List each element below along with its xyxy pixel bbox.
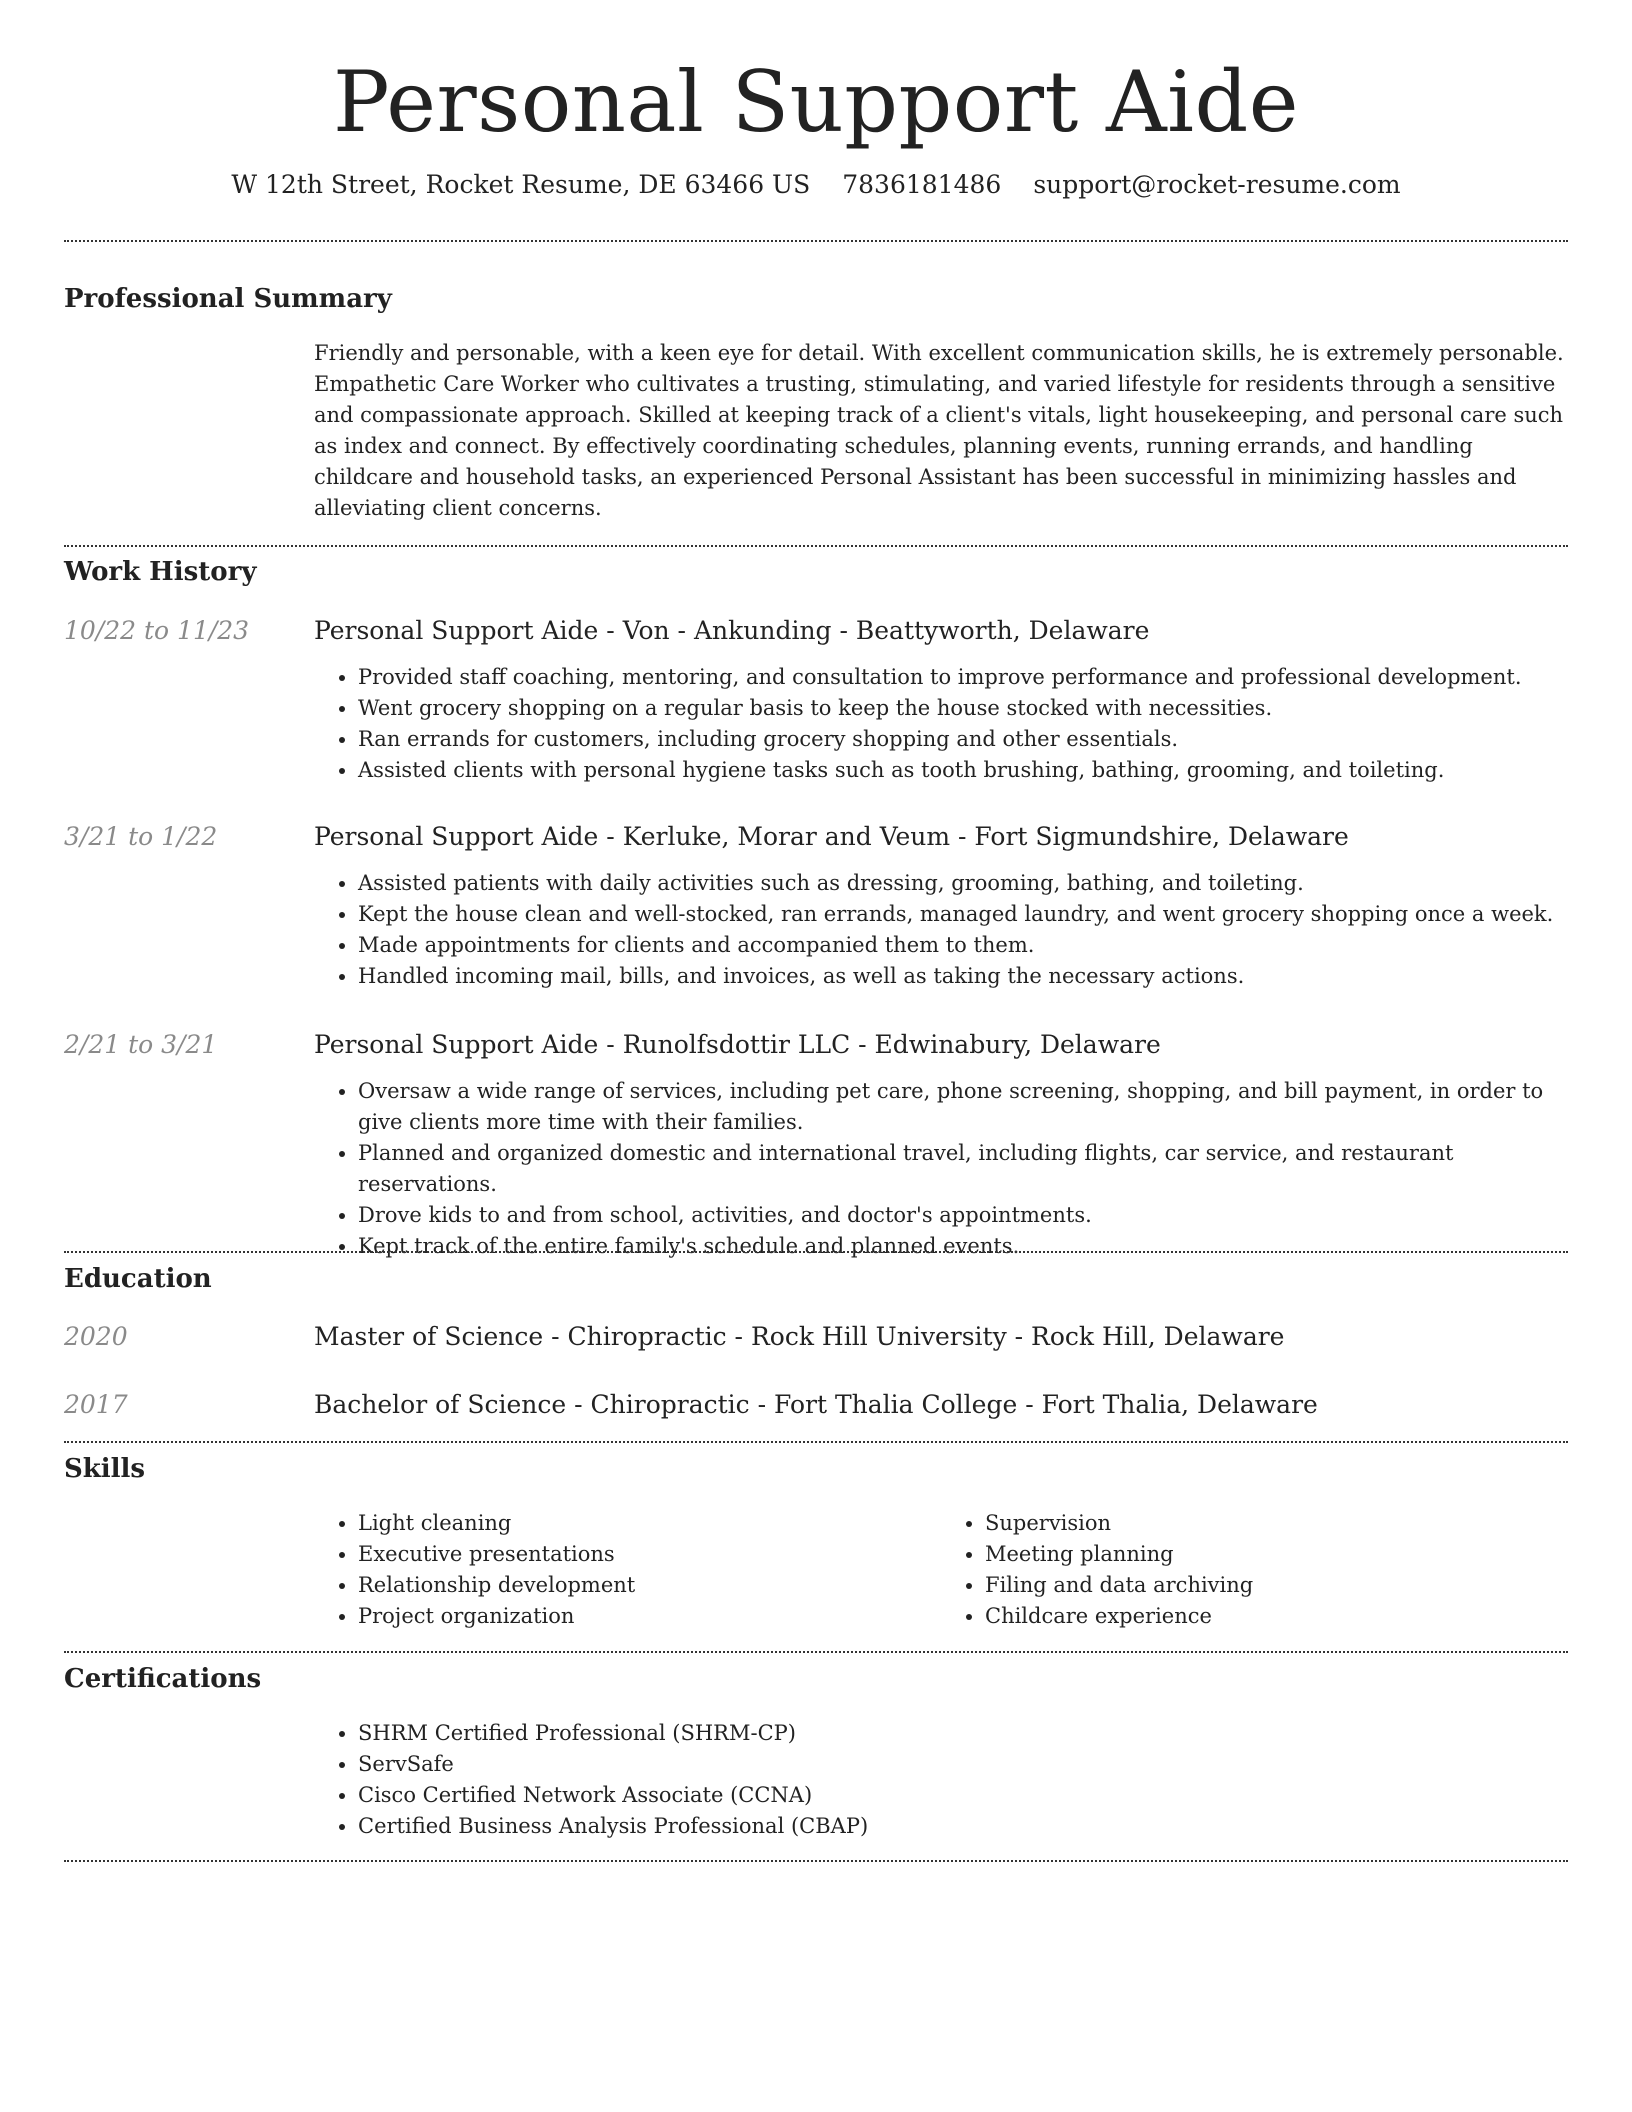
address: W 12th Street, Rocket Resume, DE 63466 US — [231, 170, 811, 199]
list-item: • Supervision — [985, 1508, 1568, 1539]
job-dates: 3/21 to 1/22 — [64, 822, 218, 851]
skills-section — [64, 1452, 1568, 1628]
work-history-section — [64, 555, 1568, 589]
education-section — [64, 1262, 1568, 1296]
list-item: • Assisted patients with daily activities such as dressing, grooming, bathing, and toileting. — [358, 868, 1568, 899]
list-item: • Light cleaning — [358, 1508, 941, 1539]
skills-list-right — [941, 1508, 1568, 1632]
job-bullets — [314, 868, 1568, 992]
list-item: • Childcare experience — [985, 1601, 1568, 1632]
list-item: • ServSafe — [358, 1749, 1568, 1780]
list-item: • Provided staff coaching, mentoring, and consultation to improve performance and professional development. — [358, 662, 1568, 693]
job-dates: 2/21 to 3/21 — [64, 1030, 218, 1059]
list-item: • Kept track of the entire family's schedule and planned events. — [358, 1231, 1568, 1262]
certifications-section — [64, 1662, 1568, 1838]
job-bullets — [314, 1076, 1568, 1262]
list-item: • SHRM Certified Professional (SHRM-CP) — [358, 1718, 1568, 1749]
skills-grid — [314, 1508, 1568, 1632]
divider — [64, 1251, 1568, 1253]
list-item: • Kept the house clean and well-stocked, ran errands, managed laundry, and went grocery shopping once a week. — [358, 899, 1568, 930]
education-year: 2017 — [64, 1390, 128, 1419]
divider — [64, 1860, 1568, 1862]
list-item: • Relationship development — [358, 1570, 941, 1601]
professional-summary-section — [64, 282, 1568, 520]
list-item: • Oversaw a wide range of services, including pet care, phone screening, shopping, and bill payment, in order to give clients more time with their families. — [358, 1076, 1568, 1138]
education-headline: Master of Science - Chiropractic - Rock Hill University - Rock Hill, Delaware — [314, 1322, 1285, 1351]
job-headline: Personal Support Aide - Runolfsdottir LLC - Edwinabury, Delaware — [314, 1030, 1161, 1059]
list-item: • Made appointments for clients and accompanied them to them. — [358, 930, 1568, 961]
certifications-content — [314, 1718, 1568, 1842]
summary-text: Friendly and personable, with a keen eye for detail. With excellent communication skills, he is extremely personable. Empathetic Care Worker who cultivates a trusting, stimulating, and varied lifestyle for residents through a sensitive and compassionate approach. Skilled at keeping track of a client's vitals, light housekeeping, and personal care such as index and connect. By effectively coordinating schedules, planning events, running errands, and handling childcare and household tasks, an experienced Personal Assistant has been successful in minimizing hassles and alleviating client concerns. — [314, 341, 1564, 520]
divider — [64, 240, 1568, 242]
education-headline: Bachelor of Science - Chiropractic - Fort Thalia College - Fort Thalia, Delaware — [314, 1390, 1318, 1419]
list-item: • Filing and data archiving — [985, 1570, 1568, 1601]
section-title: Skills — [64, 1454, 146, 1484]
skills-list-left — [314, 1508, 941, 1632]
list-item: • Executive presentations — [358, 1539, 941, 1570]
education-year: 2020 — [64, 1322, 128, 1351]
section-title: Education — [64, 1264, 212, 1294]
divider — [64, 1651, 1568, 1653]
job-headline: Personal Support Aide - Von - Ankunding - Beattyworth, Delaware — [314, 616, 1150, 645]
list-item: • Certified Business Analysis Professional (CBAP) — [358, 1811, 1568, 1842]
list-item: • Handled incoming mail, bills, and invoices, as well as taking the necessary actions. — [358, 961, 1568, 992]
resume-page — [64, 0, 1568, 1838]
candidate-name: Personal Support Aide — [333, 53, 1299, 151]
list-item: • Went grocery shopping on a regular basis to keep the house stocked with necessities. — [358, 693, 1568, 724]
certifications-list — [314, 1718, 1568, 1842]
contact-line — [64, 170, 1568, 199]
list-item: • Drove kids to and from school, activities, and doctor's appointments. — [358, 1200, 1568, 1231]
job-bullets — [314, 662, 1568, 786]
section-title: Certifications — [64, 1664, 262, 1694]
list-item: • Meeting planning — [985, 1539, 1568, 1570]
section-title: Professional Summary — [64, 284, 392, 314]
list-item: • Project organization — [358, 1601, 941, 1632]
job-headline: Personal Support Aide - Kerluke, Morar and Veum - Fort Sigmundshire, Delaware — [314, 822, 1349, 851]
list-item: • Cisco Certified Network Associate (CCNA) — [358, 1780, 1568, 1811]
phone: 7836181486 — [842, 170, 1002, 199]
section-title: Work History — [64, 557, 257, 587]
list-item: • Planned and organized domestic and international travel, including flights, car service, and restaurant reservations. — [358, 1138, 1568, 1200]
job-dates: 10/22 to 11/23 — [64, 616, 250, 645]
divider — [64, 1441, 1568, 1443]
list-item: • Assisted clients with personal hygiene tasks such as tooth brushing, bathing, grooming, and toileting. — [358, 755, 1568, 786]
email: support@rocket-resume.com — [1033, 170, 1401, 199]
list-item: • Ran errands for customers, including grocery shopping and other essentials. — [358, 724, 1568, 755]
divider — [64, 545, 1568, 547]
